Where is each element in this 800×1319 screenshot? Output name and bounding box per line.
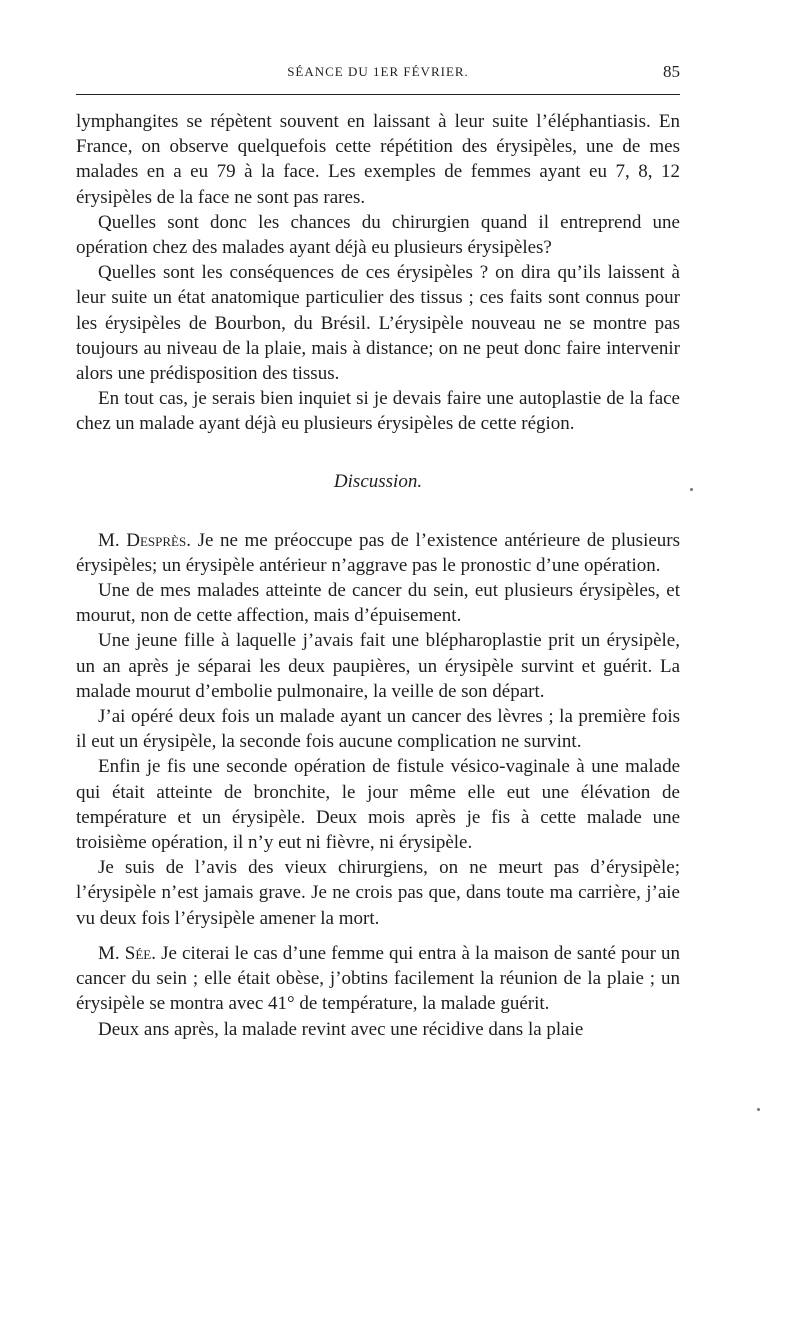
- speaker-paragraph-see: [76, 941, 680, 1017]
- paragraph: Quelles sont donc les chances du chirurgien quand il entreprend une opération chez des malades ayant déjà eu plusieurs érysipèles?: [76, 211, 680, 259]
- speck-mark: [757, 1108, 760, 1111]
- section-title: Discussion.: [333, 470, 423, 492]
- paragraph: Enfin je fis une seconde opération de fistule vésico-vaginale à une malade qui était atteinte de bronchite, le jour même elle eut une élévation de température et un érysipèle. Deux mois après je fis à cette malade une troisième opération, il n’y eut ni fièvre, ni érysipèle.: [76, 756, 680, 854]
- speaker-name: M. Desprès.: [98, 529, 191, 551]
- speaker-text: Je citerai le cas d’une femme qui entra à la maison de santé pour un cancer du sein ; elle était obèse, j’obtins facilement la réunion de la plaie ; un érysipèle se montra avec 41° de température, la malade guérit.: [76, 942, 681, 1015]
- speck-mark: [690, 488, 693, 491]
- speaker-paragraph-despres: [76, 528, 680, 578]
- running-head: SÉANCE DU 1ER FÉVRIER.: [287, 64, 469, 79]
- paragraph: Quelles sont les conséquences de ces érysipèles ? on dira qu’ils laissent à leur suite un état anatomique particulier des tissus ; ces faits sont connus pour les érysipèles de Bourbon, du Brésil. L’érysipèle nouveau ne se montre pas toujours au niveau de la plaie, mais à distance; on ne peut donc faire intervenir alors une prédisposition des tissus.: [76, 262, 680, 385]
- paragraph: Une de mes malades atteinte de cancer du sein, eut plusieurs érysipèles, et mourut, non de cette affection, mais d’épuisement.: [76, 580, 680, 627]
- header-rule: [76, 94, 680, 95]
- paragraph-continued: lymphangites se répètent souvent en laissant à leur suite l’éléphantiasis. En France, on observe quelquefois cette répétition des érysipèles, une de mes malades en a eu 79 à la face. Les exemples de femmes ayant eu 7, 8, 12 érysipèles de la face ne sont pas rares.: [76, 111, 680, 208]
- paragraph: J’ai opéré deux fois un malade ayant un cancer des lèvres ; la première fois il eut un érysipèle, la seconde fois aucune complication ne survint.: [76, 706, 680, 753]
- paragraph: En tout cas, je serais bien inquiet si je devais faire une autoplastie de la face chez un malade ayant déjà eu plusieurs érysipèles de cette région.: [76, 388, 680, 435]
- paragraph: Deux ans après, la malade revint avec une récidive dans la plaie: [98, 1018, 584, 1040]
- paragraph: Une jeune fille à laquelle j’avais fait une blépharoplastie prit un érysipèle, un an après je séparai les deux paupières, un érysipèle survint et guérit. La malade mourut d’embolie pulmonaire, la veille de son départ.: [76, 630, 680, 702]
- page-header: [76, 60, 680, 88]
- speaker-name: M. Sée.: [98, 942, 156, 964]
- speaker-text: Je ne me préoccupe pas de l’existence antérieure de plusieurs érysipèles; un érysipèle antérieur n’aggrave pas le pronostic d’une opération.: [76, 529, 681, 576]
- paragraph: Je suis de l’avis des vieux chirurgiens, on ne meurt pas d’érysipèle; l’érysipèle n’est jamais grave. Je ne crois pas que, dans toute ma carrière, j’aie vu deux fois l’érysipèle amener la mort.: [76, 857, 680, 929]
- document-page: [76, 60, 680, 1042]
- page-number: 85: [663, 62, 680, 81]
